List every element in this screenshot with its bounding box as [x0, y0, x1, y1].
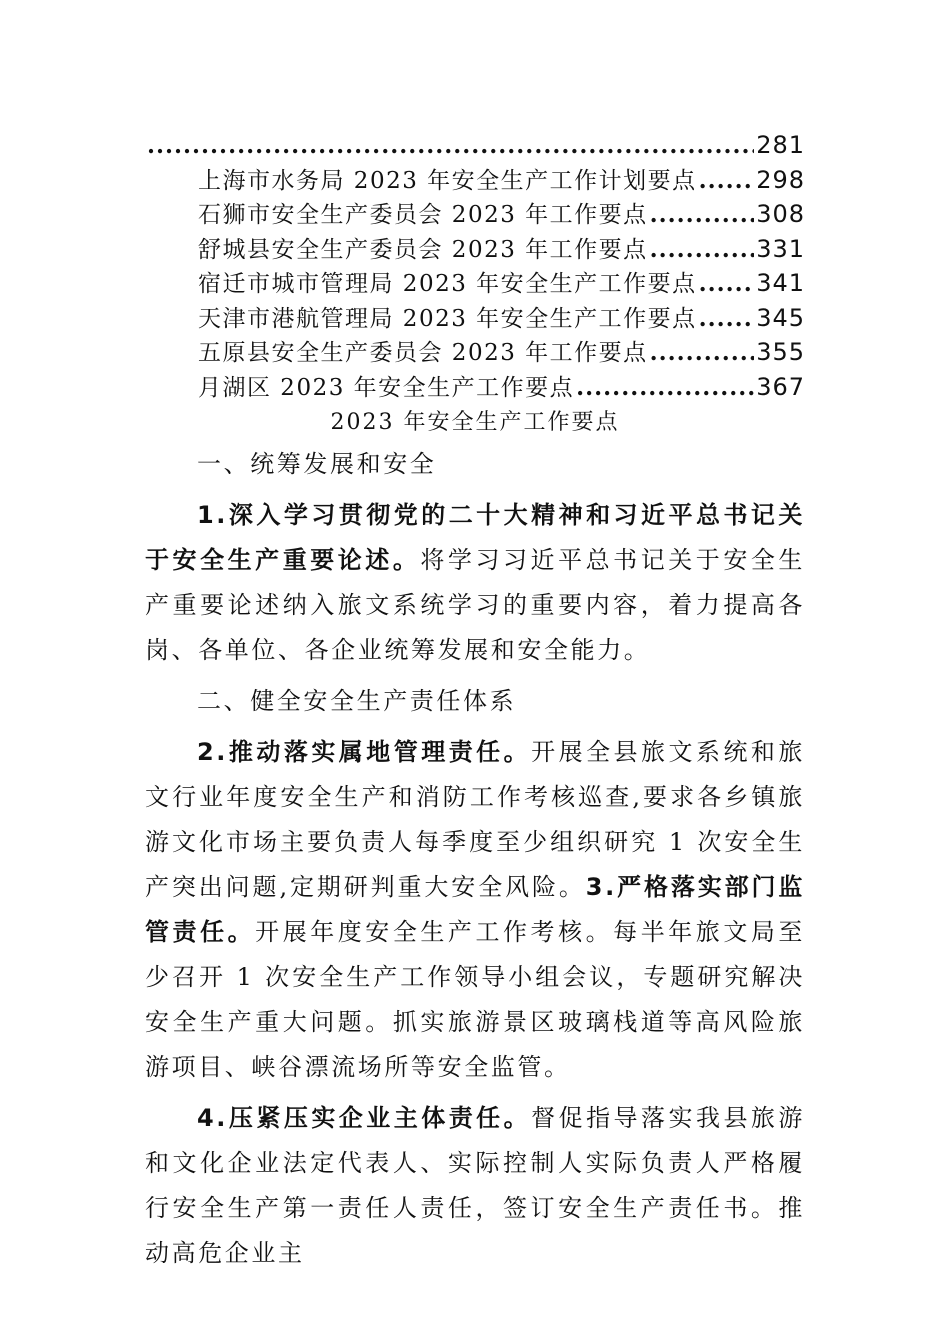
- toc-entry[interactable]: [145, 370, 805, 405]
- item-heading: 2.推动落实属地管理责任。: [197, 738, 532, 766]
- section-heading: 一、统筹发展和安全: [197, 450, 437, 478]
- document-body: [145, 442, 805, 1282]
- toc-entry-title: 舒城县安全生产委员会 2023 年工作要点: [198, 236, 648, 263]
- toc-entry[interactable]: [145, 232, 805, 267]
- toc-entry[interactable]: [145, 301, 805, 336]
- toc-leader-dots: [147, 129, 754, 163]
- toc-leader-dots: [650, 233, 755, 267]
- paragraph-item-4: [145, 1096, 805, 1276]
- toc-entry[interactable]: [145, 197, 805, 232]
- item-text: 开展年度安全生产工作考核。每半年旅文局至少召开 1 次安全生产工作领导小组会议，专题研究解决安全生产重大问题。抓实旅游景区玻璃栈道等高风险旅游项目、峡谷漂流场所等安全监管。: [145, 918, 805, 1081]
- toc-entry-title: 上海市水务局 2023 年安全生产工作计划要点: [198, 167, 697, 194]
- item-text: 将学习习近平总书记关于安全生产重要论述纳入旅文系统学习的重要内容，着力提高各岗、各单位、各企业统筹发展和安全能力。: [145, 546, 805, 664]
- toc-entry[interactable]: [145, 266, 805, 301]
- toc-entry[interactable]: [145, 335, 805, 370]
- document-title: 2023 年安全生产工作要点: [330, 410, 620, 435]
- toc-leader-dots: [650, 198, 755, 232]
- toc-continued-row: [145, 128, 805, 163]
- toc-leader-dots: [650, 336, 755, 370]
- toc-page-number: 345: [756, 303, 805, 332]
- paragraph-item-1: [145, 493, 805, 673]
- toc-entry-title: 天津市港航管理局 2023 年安全生产工作要点: [198, 305, 697, 332]
- toc-entry[interactable]: [145, 163, 805, 198]
- item-text: 督促指导落实我县旅游和文化企业法定代表人、实际控制人实际负责人严格履行安全生产第一责任人责任，签订安全生产责任书。推动高危企业主: [145, 1104, 805, 1267]
- toc-page-number: 367: [756, 372, 805, 401]
- toc-page-number: 298: [756, 165, 805, 194]
- section-heading: 二、健全安全生产责任体系: [197, 687, 517, 715]
- toc-leader-dots: [699, 267, 755, 301]
- item-heading: 1.深入学习贯彻党的二十大精神和习近平总书记关于安全生产重要论述。: [145, 501, 805, 574]
- toc-page-number: 281: [756, 131, 805, 159]
- toc-leader-dots: [699, 164, 755, 198]
- toc-entry-title: 月湖区 2023 年安全生产工作要点: [198, 374, 575, 401]
- toc-page-number: 341: [756, 269, 805, 297]
- toc-entry-title: 宿迁市城市管理局 2023 年安全生产工作要点: [198, 271, 697, 297]
- toc-entry-title: 石狮市安全生产委员会 2023 年工作要点: [198, 202, 648, 228]
- toc-page-number: 308: [756, 200, 805, 228]
- table-of-contents: [145, 128, 805, 404]
- toc-leader-dots: [699, 302, 755, 336]
- item-text: 开展全县旅文系统和旅文行业年度安全生产和消防工作考核巡查,要求各乡镇旅游文化市场主要负责人每季度至少组织研究 1 次安全生产突出问题,定期研判重大安全风险。: [145, 738, 805, 901]
- item-heading: 3.严格落实部门监管责任。: [145, 873, 806, 946]
- toc-page-number: 355: [756, 338, 805, 366]
- toc-entry-title: 五原县安全生产委员会 2023 年工作要点: [198, 340, 648, 366]
- toc-leader-dots: [576, 371, 754, 405]
- toc-page-number: 331: [756, 234, 805, 263]
- item-heading: 4.压紧压实企业主体责任。: [197, 1104, 532, 1132]
- paragraph-item-2-3: [145, 730, 805, 1090]
